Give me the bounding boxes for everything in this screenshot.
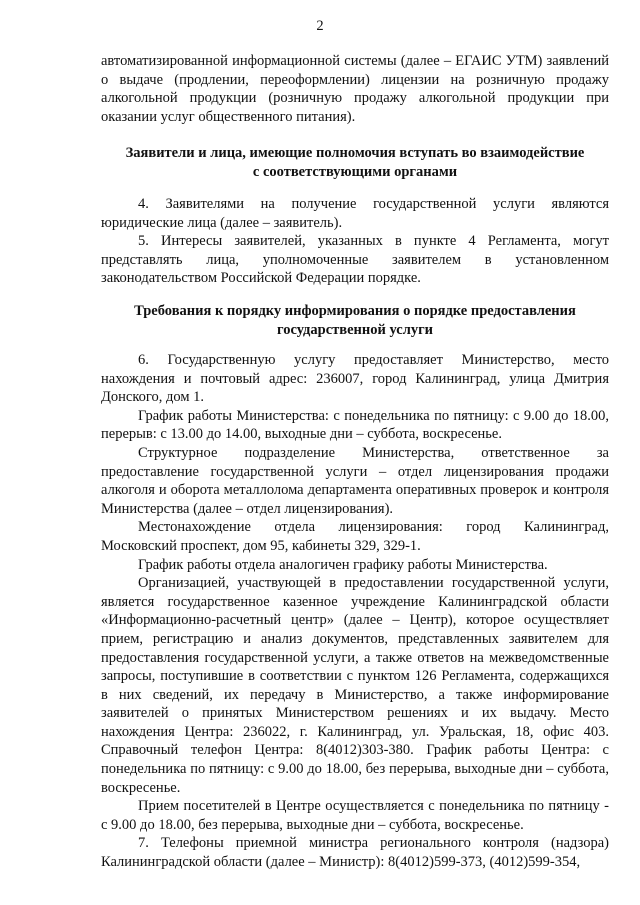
- section-heading-applicants-line2: с соответствующими органами: [252, 163, 458, 180]
- section-heading-informing-line1: Требования к порядку информирования о порядке предоставления: [134, 303, 576, 319]
- paragraph-department-location: Местонахождение отдела лицензирования: город Калининград, Московский проспект, дом 95, кабинеты 329, 329-1.: [101, 519, 609, 554]
- paragraph-5: 5. Интересы заявителей, указанных в пункте 4 Регламента, могут представлять лица, уполномоченные заявителем в установленном законодательством Российской Федерации порядке.: [101, 233, 609, 287]
- section-applicants-body: [101, 195, 609, 288]
- section-informing-body: [101, 351, 609, 872]
- paragraph-structural-unit: Структурное подразделение Министерства, ответственное за предоставление государственной услуги – отдел лицензирования продажи алкоголя и оборота металлолома департамента оперативных проверок и контроля Министерства (далее – отдел лицензирования).: [101, 444, 609, 517]
- paragraph-7: 7. Телефоны приемной министра регионального контроля (надзора) Калининградской области (далее – Министр): 8(4012)599-373, (4012)599-354,: [101, 835, 609, 871]
- paragraph-6: 6. Государственную услугу предоставляет Министерство, место нахождения и почтовый адрес: 236007, город Калининград, улица Дмитрия Донского, дом 1.: [101, 352, 609, 406]
- paragraph-department-schedule: График работы отдела аналогичен графику работы Министерства.: [138, 556, 548, 573]
- paragraph-4: 4. Заявителями на получение государственной услуги являются юридические лица (далее – заявитель).: [101, 196, 609, 231]
- section-heading-applicants: [101, 144, 609, 181]
- paragraph-reception: Прием посетителей в Центре осуществляется с понедельника по пятницу - с 9.00 до 18.00, без перерыва, выходные дни – суббота, воскресенье.: [101, 798, 609, 833]
- paragraph-center: Организацией, участвующей в предоставлении государственной услуги, является государственное казенное учреждение Калининградской области «Информационно-расчетный центр» (далее – Центр), которое осуществляет прием, регистрацию и анализ документов, представленных заявителем для предоставления государственной услуги, а также ответов на межведомственные запросы, поступившие в соответствии с пунктом 126 Регламента, содержащихся в них сведений, их передачу в Министерство, а также информирование заявителей о принятых Министерством решениях и их выдачу. Место нахождения Центра: 236022, г. Калининград, ул. Уральская, 18, офис 403. Справочный телефон Центра: 8(4012)303-380. График работы Центра: с понедельника по пятницу: с 9.00 до 18.00, без перерыва, выходные дни – суббота, воскресенье.: [101, 575, 609, 796]
- section-heading-informing: [101, 302, 609, 339]
- section-heading-applicants-line1: Заявители и лица, имеющие полномочия вступать во взаимодействие: [125, 145, 585, 161]
- paragraph-ministry-schedule: График работы Министерства: с понедельника по пятницу: с 9.00 до 18.00, перерыв: с 13.00 до 14.00, выходные дни – суббота, воскресенье.: [101, 407, 609, 443]
- page-number: 2: [316, 18, 324, 34]
- intro-paragraph-block: [101, 52, 609, 126]
- intro-paragraph: автоматизированной информационной системы (далее – ЕГАИС УТМ) заявлений о выдаче (продлении, переоформлении) лицензии на розничную продажу алкогольной продукции (розничную продажу алкогольной продукции при оказании услуг общественного питания).: [101, 53, 609, 125]
- section-heading-informing-line2: государственной услуги: [276, 321, 434, 338]
